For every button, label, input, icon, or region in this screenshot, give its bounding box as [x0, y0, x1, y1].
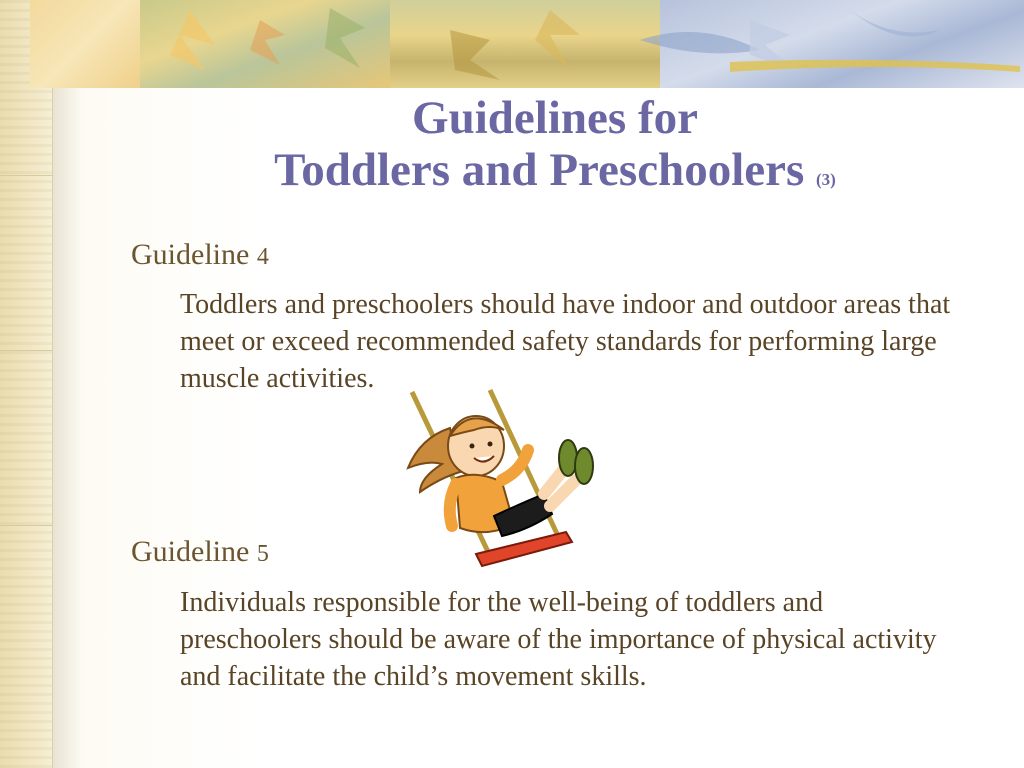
guideline-5-label: Guideline	[131, 535, 250, 568]
title-line-2	[140, 144, 970, 206]
decorative-left-strip	[0, 0, 53, 768]
child-on-swing-icon	[398, 388, 598, 580]
guideline-4-label: Guideline	[131, 238, 250, 271]
guideline-5-number: 5	[256, 541, 269, 567]
guideline-4-text: Toddlers and preschoolers should have indoor and outdoor areas that meet or exceed recommended safety standards for performing large muscle activities.	[180, 289, 951, 394]
left-shadow	[52, 0, 82, 768]
slide-title	[140, 92, 970, 206]
guideline-5-heading	[131, 535, 269, 569]
guideline-4-number: 4	[256, 244, 269, 270]
title-line-2-text: Toddlers and Preschoolers	[274, 144, 805, 196]
guideline-4-heading	[131, 238, 269, 272]
leaves-decoration	[30, 0, 1024, 88]
title-part-number: (3)	[816, 170, 836, 189]
title-line-1: Guidelines for	[412, 92, 698, 144]
guideline-5-text: Individuals responsible for the well-being of toddlers and preschoolers should be aware of the importance of physical activity and facilitate the child’s movement skills.	[180, 587, 937, 692]
decorative-leaf-banner	[30, 0, 1024, 88]
